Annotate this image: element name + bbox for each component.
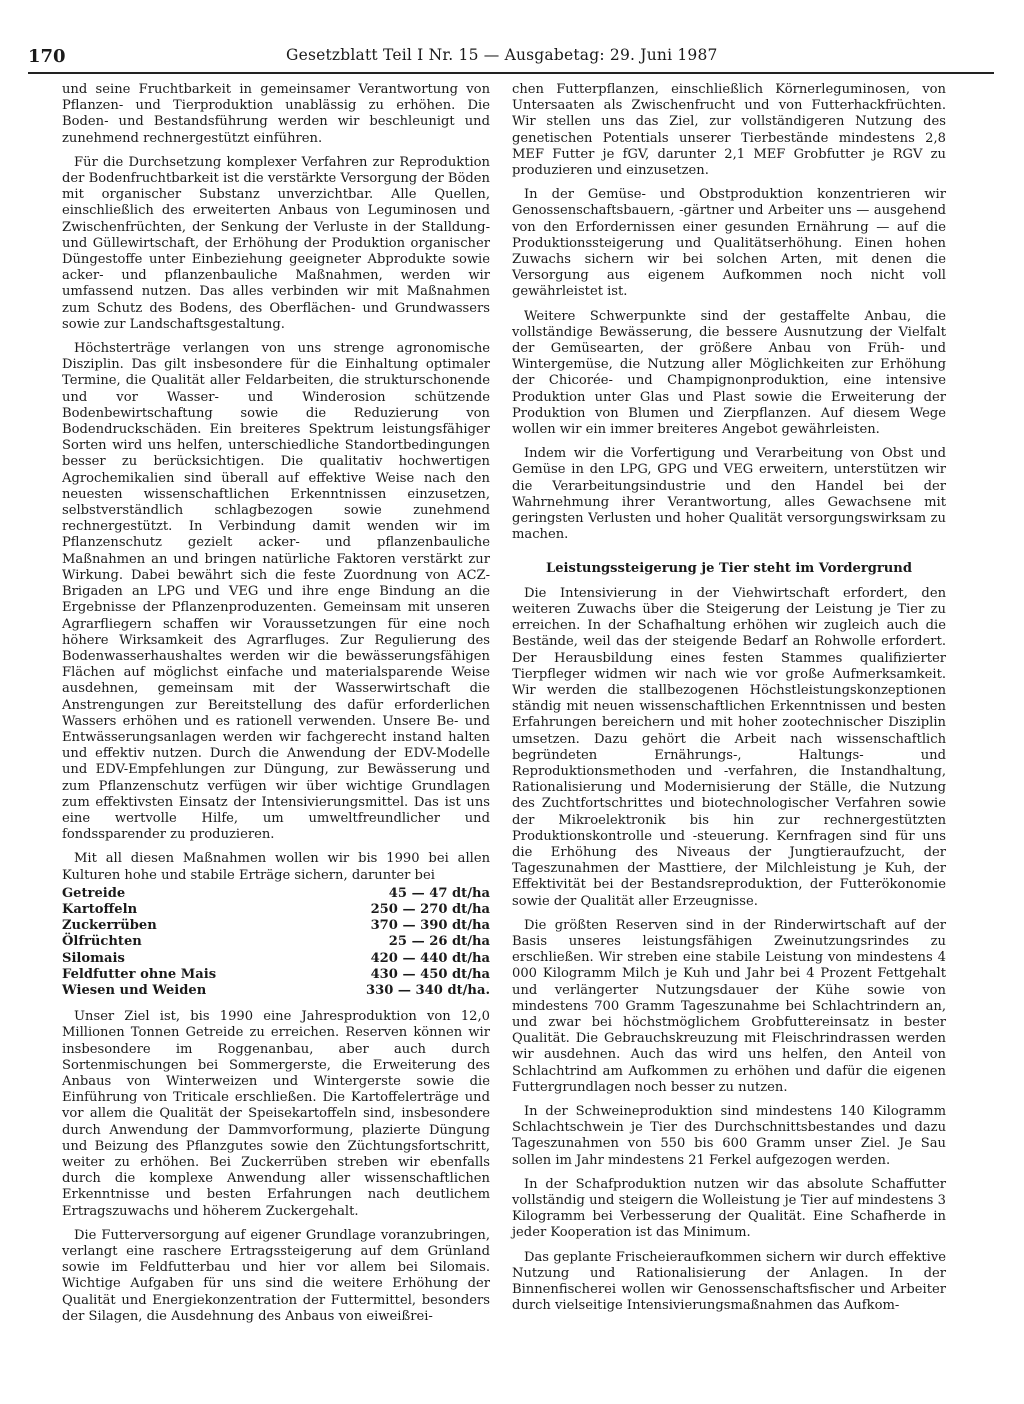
yield-range: 430 — 450 dt/ha	[370, 966, 490, 982]
paragraph: Für die Durchsetzung komplexer Verfahren zur Reproduktion der Bodenfruchtbarkeit ist die verstärkte Versorgung der Böden mit organischer Substanz unverzichtbar. Alle Quellen, einschließlich des erweiterten Anbaus von Leguminosen und Zwischenfrüchten, der Senkung der Verluste in der Stalldung- und Güllewirtschaft, der Erhöhung der Produktion organischer Düngestoffe unter Einbeziehung geeigneter Abprodukte sowie acker- und pflanzenbauliche Maßnahmen, werden wir umfassend nutzen. Das alles verbinden wir mit Maßnahmen zum Schutz des Bodens, des Oberflächen- und Grundwassers sowie zur Landschaftsgestaltung.	[62, 154, 490, 332]
paragraph: chen Futterpflanzen, einschließlich Körnerleguminosen, von Untersaaten als Zwischenfrucht und von Futterhackfrüchten. Wir stellen uns das Ziel, zur vollständigeren Nutzung des genetischen Potentials unserer Tierbestände mindestens 2,8 MEF Futter je fGV, darunter 2,1 MEF Grobfutter je RGV zu produzieren und einzusetzen.	[512, 82, 946, 179]
running-title: Gesetzblatt Teil I Nr. 15 — Ausgabetag: 29. Juni 1987	[286, 46, 718, 64]
table-row	[62, 918, 490, 934]
yield-range: 250 — 270 dt/ha	[370, 901, 490, 917]
paragraph: und seine Fruchtbarkeit in gemeinsamer Verantwortung von Pflanzen- und Tierproduktion unablässig zu erhöhen. Die Boden- und Bestandsführung werden wir beschleunigt und zunehmend rechnergestützt einführen.	[62, 82, 490, 146]
crop-name: Kartoffeln	[62, 901, 138, 917]
table-row	[62, 902, 490, 918]
left-column	[62, 82, 490, 1333]
header-rule	[28, 72, 994, 74]
paragraph: Weitere Schwerpunkte sind der gestaffelte Anbau, die vollständige Bewässerung, die bessere Ausnutzung der Vielfalt der Gemüsearten, der größere Anbau von Früh- und Wintergemüse, die Nutzung aller Möglichkeiten zur Erhöhung der Chicorée- und Champignonproduktion, eine intensive Produktion unter Glas und Plast sowie die Erweiterung der Produktion von Blumen und Zierpflanzen. Auf diesem Wege wollen wir ein immer breiteres Angebot gewährleisten.	[512, 308, 946, 438]
paragraph: In der Schweineproduktion sind mindestens 140 Kilogramm Schlachtschwein je Tier des Durchschnittsbestandes und dazu Tageszunahmen von 550 bis 600 Gramm unser Ziel. Je Sau sollen im Jahr mindestens 21 Ferkel aufgezogen werden.	[512, 1103, 946, 1168]
crop-name: Wiesen und Weiden	[62, 982, 207, 998]
page-number: 170	[28, 46, 66, 67]
paragraph: Indem wir die Vorfertigung und Verarbeitung von Obst und Gemüse in den LPG, GPG und VEG erweitern, unterstützen wir die Verarbeitungsindustrie und den Handel bei der Wahrnehmung ihrer Verantwortung, alles Gewachsene mit geringsten Verlusten und hoher Qualität versorgungswirksam zu machen.	[512, 446, 946, 543]
crop-name: Ölfrüchten	[62, 934, 142, 950]
paragraph: In der Gemüse- und Obstproduktion konzentrieren wir Genossenschaftsbauern, -gärtner und Arbeiter uns — ausgehend von den Erfordernissen einer gesunden Ernährung — auf die Produktionssteigerung und Qualitätserhöhung. Einen hohen Zuwachs sichern wir bei solchen Arten, mit denen die Versorgung aus eigenem Aufkommen noch nicht voll gewährleistet ist.	[512, 187, 946, 300]
crop-name: Zuckerrüben	[62, 918, 157, 934]
paragraph: Höchsterträge verlangen von uns strenge agronomische Disziplin. Das gilt insbesondere für die Einhaltung optimaler Termine, die Qualität aller Feldarbeiten, die strukturschonende und vor Wasser- und Winderosion schützende Bodenbewirtschaftung sowie die Reduzierung von Bodendruckschäden. Ein breiteres Spektrum leistungsfähiger Sorten wird uns helfen, unterschiedliche Standortbedingungen besser zu berücksichtigen. Die qualitativ hochwertigen Agrochemikalien sind überall auf effektive Weise nach den neuesten wissenschaftlichen Erkenntnissen einzusetzen, selbstverständlich schlagbezogen sowie zunehmend rechnergestützt. In Verbindung damit wenden wir im Pflanzenschutz gezielt acker- und pflanzenbauliche Maßnahmen an und bringen natürliche Faktoren verstärkt zur Wirkung. Dabei bewährt sich die feste Zuordnung von ACZ-Brigaden an LPG und VEG und ihre enge Bindung an die Ergebnisse der Pflanzenproduzenten. Gemeinsam mit unseren Agrarfliegern schaffen wir Voraussetzungen für eine noch höhere Wirksamkeit des Agrarfluges. Zur Regulierung des Bodenwasserhaushaltes werden wir die bewässerungsfähigen Flächen auf möglichst einfache und materialsparende Weise ausdehnen, gemeinsam mit der Wasserwirtschaft die Anstrengungen zur Bereitstellung des dafür erforderlichen Wassers erhöhen und es rationell verwenden. Unsere Be- und Entwässerungsanlagen werden wir fachgerecht instand halten und effektiv nutzen. Durch die Anwendung der EDV-Modelle und EDV-Empfehlungen zur Düngung, zur Bewässerung und zum Pflanzenschutz verfügen wir über wichtige Grundlagen zum effektivsten Einsatz der Intensivierungsmittel. Das ist uns eine wertvolle Hilfe, um umweltfreundlicher und fondssparender zu produzieren.	[62, 341, 490, 843]
crop-name: Getreide	[62, 885, 126, 901]
crop-name: Silomais	[62, 950, 125, 966]
crop-name: Feldfutter ohne Mais	[62, 966, 217, 982]
yield-range: 370 — 390 dt/ha	[370, 918, 490, 934]
paragraph: Die Futterversorgung auf eigener Grundlage voranzubringen, verlangt eine raschere Ertragssteigerung auf dem Grünland sowie im Feldfutterbau und hier vor allem bei Silomais. Wichtige Aufgaben für uns sind die weitere Erhöhung der Qualität und Energiekonzentration der Futtermittel, besonders der Silagen, die Ausdehnung des Anbaus von eiweißrei-	[62, 1227, 490, 1324]
table-row	[62, 967, 490, 983]
table-row	[62, 983, 490, 999]
table-row	[62, 934, 490, 950]
right-column	[512, 82, 946, 1322]
table-row	[62, 886, 490, 902]
paragraph: Die größten Reserven sind in der Rinderwirtschaft auf der Basis unseres leistungsfähigen Zweinutzungsrindes zu erschließen. Wir streben eine stabile Leistung von mindestens 4 000 Kilogramm Milch je Kuh und Jahr bei 4 Prozent Fettgehalt und verlängerter Nutzungsdauer der Kühe sowie von mindestens 700 Gramm Tageszunahme bei Schlachtrindern an, und zwar bei höchstmöglichem Grobfuttereinsatz in bester Qualität. Die Gebrauchskreuzung mit Fleischrindrassen werden wir ausdehnen. Auch das wird uns helfen, den Anteil von Schlachtrind am Aufkommen zu erhöhen und dafür die eigenen Futtergrundlagen noch besser zu nutzen.	[512, 917, 946, 1095]
yield-table	[62, 886, 490, 999]
yield-range: 330 — 340 dt/ha.	[366, 982, 490, 998]
paragraph: Mit all diesen Maßnahmen wollen wir bis 1990 bei allen Kulturen hohe und stabile Erträge sichern, darunter bei	[62, 851, 490, 883]
table-row	[62, 951, 490, 967]
section-heading: Leistungssteigerung je Tier steht im Vordergrund	[546, 561, 912, 577]
paragraph: Unser Ziel ist, bis 1990 eine Jahresproduktion von 12,0 Millionen Tonnen Getreide zu erreichen. Reserven können wir insbesondere im Roggenanbau, aber auch durch Sortenmischungen bei Sommergerste, die Erweiterung des Anbaus von Winterweizen und Wintergerste sowie die Einführung von Triticale erschließen. Die Kartoffelerträge und vor allem die Qualität der Speisekartoffeln sind, insbesondere durch Anwendung der Dammvorformung, plazierte Düngung und Beizung des Pflanzgutes sowie den Züchtungsfortschritt, weiter zu erhöhen. Bei Zuckerrüben streben wir ebenfalls durch die komplexe Anwendung aller wissenschaftlichen Erkenntnisse und besten Erfahrungen nach deutlichem Ertragszuwachs und höherem Zuckergehalt.	[62, 1009, 490, 1219]
paragraph: In der Schafproduktion nutzen wir das absolute Schaffutter vollständig und steigern die Wolleistung je Tier auf mindestens 3 Kilogramm bei Verbesserung der Qualität. Eine Schafherde in jeder Kooperation ist das Minimum.	[512, 1176, 946, 1241]
yield-range: 25 — 26 dt/ha	[388, 934, 490, 950]
paragraph: Das geplante Frischeieraufkommen sichern wir durch effektive Nutzung und Rationalisierung der Anlagen. In der Binnenfischerei wollen wir Genossenschaftsfischer und Arbeiter durch vielseitige Intensivierungsmaßnahmen das Aufkom-	[512, 1249, 946, 1314]
page-header	[28, 46, 988, 70]
paragraph: Die Intensivierung in der Viehwirtschaft erfordert, den weiteren Zuwachs über die Steigerung der Leistung je Tier zu erreichen. In der Schafhaltung erhöhen wir zugleich auch die Bestände, weil das der steigende Bedarf an Rohwolle erfordert. Der Herausbildung eines festen Stammes qualifizierter Tierpfleger widmen wir nach wie vor große Aufmerksamkeit. Wir werden die stallbezogenen Höchstleistungskonzeptionen ständig mit neuen wissenschaftlichen Erkenntnissen und besten Erfahrungen bereichern und mit hoher zootechnischer Disziplin umsetzen. Dazu gehört die Arbeit nach wissenschaftlich begründeten Ernährungs-, Haltungs- und Reproduktionsmethoden und -verfahren, die Instandhaltung, Rationalisierung und Modernisierung der Ställe, die Nutzung des Zuchtfortschrittes und biotechnologischer Verfahren sowie der Mikroelektronik bis hin zur rechnergestützten Produktionskontrolle und -steuerung. Kernfragen sind für uns die Erhöhung des Niveaus der Jungtieraufzucht, der Tageszunahmen der Masttiere, der Milchleistung je Kuh, der Effektivität bei der Bestandsreproduktion, der Futterökonomie sowie der Qualität aller Erzeugnisse.	[512, 585, 946, 909]
yield-range: 420 — 440 dt/ha	[370, 950, 490, 966]
yield-range: 45 — 47 dt/ha	[388, 885, 490, 901]
